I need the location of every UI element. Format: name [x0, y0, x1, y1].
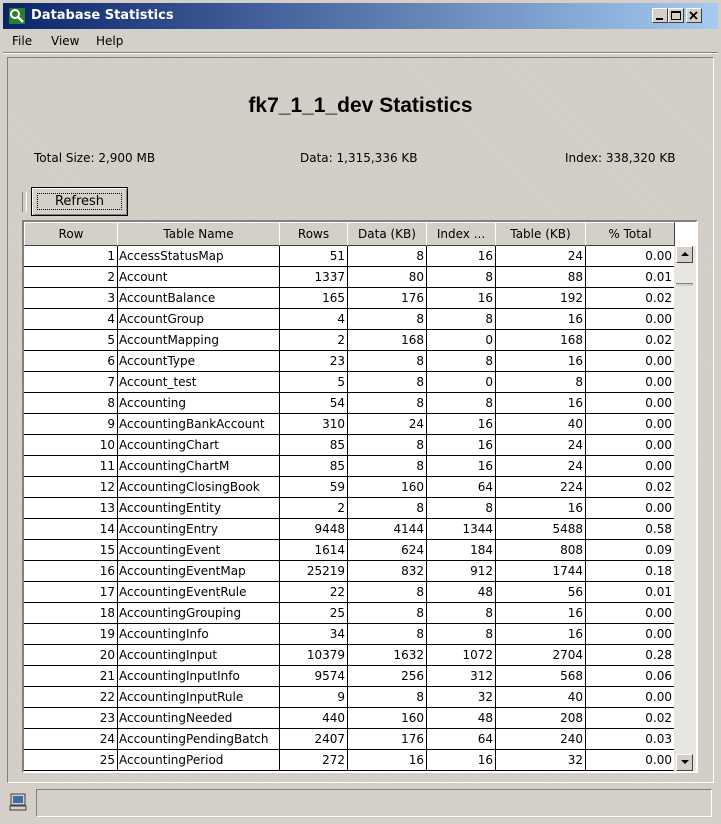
- cell-row-number: 25: [24, 750, 118, 771]
- cell-index-kb: 16: [426, 435, 496, 456]
- cell-rows: 85: [279, 456, 348, 477]
- table-row[interactable]: [24, 372, 674, 393]
- cell-table-name: AccountingEvent: [117, 540, 280, 561]
- window-title: Database Statistics: [31, 8, 174, 23]
- cell-index-kb: 8: [426, 267, 496, 288]
- refresh-button[interactable]: [31, 187, 128, 216]
- cell-table-kb: 88: [495, 267, 586, 288]
- cell-percent-total: 0.28: [585, 645, 675, 666]
- total-size-label: Total Size: 2,900 MB: [34, 151, 156, 165]
- cell-data-kb: 256: [347, 666, 427, 687]
- title-bar[interactable]: [3, 3, 718, 29]
- cell-row-number: 14: [24, 519, 118, 540]
- table-row[interactable]: [24, 645, 674, 666]
- cell-rows: 23: [279, 351, 348, 372]
- cell-table-kb: 8: [495, 372, 586, 393]
- cell-index-kb: 16: [426, 750, 496, 771]
- cell-index-kb: 184: [426, 540, 496, 561]
- cell-table-name: AccountingEntity: [117, 498, 280, 519]
- table-row[interactable]: [24, 624, 674, 645]
- cell-rows: 2: [279, 498, 348, 519]
- cell-index-kb: 8: [426, 624, 496, 645]
- cell-index-kb: 0: [426, 330, 496, 351]
- cell-rows: 25219: [279, 561, 348, 582]
- cell-index-kb: 1072: [426, 645, 496, 666]
- cell-row-number: 10: [24, 435, 118, 456]
- column-header-rows[interactable]: Rows: [279, 222, 348, 246]
- cell-rows: 1337: [279, 267, 348, 288]
- cell-index-kb: 32: [426, 687, 496, 708]
- table-row[interactable]: [24, 435, 674, 456]
- cell-table-kb: 224: [495, 477, 586, 498]
- menu-help[interactable]: Help: [96, 34, 124, 48]
- scroll-up-button[interactable]: [676, 246, 693, 263]
- cell-table-kb: 32: [495, 750, 586, 771]
- cell-index-kb: 16: [426, 288, 496, 309]
- table-row[interactable]: [24, 750, 674, 771]
- cell-row-number: 1: [24, 246, 118, 267]
- cell-index-kb: 8: [426, 351, 496, 372]
- cell-rows: 25: [279, 603, 348, 624]
- table-row[interactable]: [24, 561, 674, 582]
- table-row[interactable]: [24, 267, 674, 288]
- cell-row-number: 4: [24, 309, 118, 330]
- cell-data-kb: 176: [347, 288, 427, 309]
- cell-row-number: 19: [24, 624, 118, 645]
- cell-table-kb: 24: [495, 456, 586, 477]
- cell-row-number: 3: [24, 288, 118, 309]
- cell-rows: 440: [279, 708, 348, 729]
- cell-percent-total: 0.02: [585, 330, 675, 351]
- cell-table-kb: 16: [495, 351, 586, 372]
- cell-data-kb: 168: [347, 330, 427, 351]
- menu-bar: [3, 30, 718, 52]
- cell-index-kb: 8: [426, 603, 496, 624]
- data-size-label: Data: 1,315,336 KB: [300, 151, 418, 165]
- column-header-percent-total[interactable]: % Total: [585, 222, 675, 246]
- cell-rows: 54: [279, 393, 348, 414]
- cell-table-kb: 16: [495, 498, 586, 519]
- cell-row-number: 21: [24, 666, 118, 687]
- table-row[interactable]: [24, 582, 674, 603]
- cell-table-name: AccountMapping: [117, 330, 280, 351]
- cell-row-number: 16: [24, 561, 118, 582]
- cell-table-name: AccountGroup: [117, 309, 280, 330]
- cell-index-kb: 1344: [426, 519, 496, 540]
- cell-row-number: 12: [24, 477, 118, 498]
- cell-table-name: AccountingClosingBook: [117, 477, 280, 498]
- cell-table-name: AccountingChart: [117, 435, 280, 456]
- cell-table-kb: 56: [495, 582, 586, 603]
- cell-data-kb: 8: [347, 372, 427, 393]
- cell-index-kb: 48: [426, 582, 496, 603]
- cell-table-name: AccountingInputRule: [117, 687, 280, 708]
- cell-data-kb: 8: [347, 603, 427, 624]
- cell-table-name: AccountingEntry: [117, 519, 280, 540]
- cell-data-kb: 8: [347, 351, 427, 372]
- cell-percent-total: 0.00: [585, 246, 675, 267]
- cell-percent-total: 0.00: [585, 351, 675, 372]
- cell-table-kb: 1744: [495, 561, 586, 582]
- table-row[interactable]: [24, 540, 674, 561]
- cell-row-number: 18: [24, 603, 118, 624]
- cell-table-kb: 40: [495, 414, 586, 435]
- cell-percent-total: 0.00: [585, 750, 675, 771]
- cell-percent-total: 0.18: [585, 561, 675, 582]
- cell-percent-total: 0.02: [585, 708, 675, 729]
- statistics-table[interactable]: [22, 220, 698, 773]
- cell-row-number: 22: [24, 687, 118, 708]
- cell-data-kb: 8: [347, 687, 427, 708]
- maximize-button[interactable]: [668, 8, 684, 23]
- column-header-data-kb[interactable]: Data (KB): [347, 222, 427, 246]
- status-pane: [36, 789, 712, 817]
- cell-rows: 9448: [279, 519, 348, 540]
- cell-table-kb: 5488: [495, 519, 586, 540]
- refresh-label: Refresh: [54, 194, 105, 209]
- cell-table-name: AccountingInput: [117, 645, 280, 666]
- cell-data-kb: 8: [347, 393, 427, 414]
- table-row[interactable]: [24, 498, 674, 519]
- cell-percent-total: 0.00: [585, 309, 675, 330]
- cell-data-kb: 24: [347, 414, 427, 435]
- cell-data-kb: 8: [347, 624, 427, 645]
- cell-rows: 85: [279, 435, 348, 456]
- cell-row-number: 23: [24, 708, 118, 729]
- cell-row-number: 20: [24, 645, 118, 666]
- cell-data-kb: 832: [347, 561, 427, 582]
- cell-percent-total: 0.58: [585, 519, 675, 540]
- cell-data-kb: 160: [347, 708, 427, 729]
- table-row[interactable]: [24, 456, 674, 477]
- cell-rows: 165: [279, 288, 348, 309]
- column-header-row-number[interactable]: Row: [24, 222, 118, 246]
- cell-percent-total: 0.03: [585, 729, 675, 750]
- cell-data-kb: 624: [347, 540, 427, 561]
- cell-rows: 2407: [279, 729, 348, 750]
- cell-table-name: AccountingPeriod: [117, 750, 280, 771]
- table-row[interactable]: [24, 309, 674, 330]
- close-button[interactable]: [686, 8, 702, 23]
- menu-view[interactable]: View: [51, 34, 80, 48]
- cell-table-name: AccountingEventMap: [117, 561, 280, 582]
- cell-index-kb: 8: [426, 498, 496, 519]
- table-row[interactable]: [24, 246, 674, 267]
- cell-percent-total: 0.06: [585, 666, 675, 687]
- cell-table-name: Account: [117, 267, 280, 288]
- toolbar-grip: [22, 192, 27, 212]
- table-row[interactable]: [24, 729, 674, 750]
- cell-table-kb: 192: [495, 288, 586, 309]
- cell-percent-total: 0.00: [585, 603, 675, 624]
- cell-data-kb: 4144: [347, 519, 427, 540]
- cell-table-name: AccessStatusMap: [117, 246, 280, 267]
- cell-rows: 9: [279, 687, 348, 708]
- cell-table-name: AccountingGrouping: [117, 603, 280, 624]
- cell-rows: 2: [279, 330, 348, 351]
- cell-row-number: 24: [24, 729, 118, 750]
- vertical-scrollbar[interactable]: [674, 246, 696, 771]
- cell-table-name: AccountingChartM: [117, 456, 280, 477]
- cell-table-name: Account_test: [117, 372, 280, 393]
- cell-rows: 5: [279, 372, 348, 393]
- cell-percent-total: 0.00: [585, 414, 675, 435]
- cell-data-kb: 80: [347, 267, 427, 288]
- cell-percent-total: 0.00: [585, 372, 675, 393]
- cell-index-kb: 64: [426, 729, 496, 750]
- cell-row-number: 5: [24, 330, 118, 351]
- scroll-up-icon: [680, 251, 690, 257]
- app-icon: [9, 8, 25, 24]
- cell-row-number: 17: [24, 582, 118, 603]
- menu-separator: [3, 52, 718, 54]
- cell-data-kb: 8: [347, 246, 427, 267]
- cell-rows: 1614: [279, 540, 348, 561]
- cell-index-kb: 312: [426, 666, 496, 687]
- cell-index-kb: 0: [426, 372, 496, 393]
- scroll-down-icon: [680, 759, 690, 765]
- cell-table-kb: 240: [495, 729, 586, 750]
- cell-data-kb: 8: [347, 435, 427, 456]
- column-header-table-name[interactable]: Table Name: [117, 222, 280, 246]
- cell-row-number: 2: [24, 267, 118, 288]
- cell-row-number: 7: [24, 372, 118, 393]
- minimize-icon: [653, 9, 667, 22]
- cell-rows: 34: [279, 624, 348, 645]
- cell-row-number: 9: [24, 414, 118, 435]
- cell-data-kb: 176: [347, 729, 427, 750]
- cell-rows: 51: [279, 246, 348, 267]
- cell-table-kb: 16: [495, 624, 586, 645]
- cell-table-kb: 16: [495, 603, 586, 624]
- cell-table-kb: 16: [495, 309, 586, 330]
- page-title: fk7_1_1_dev Statistics: [248, 94, 473, 117]
- cell-row-number: 13: [24, 498, 118, 519]
- cell-table-name: AccountingBankAccount: [117, 414, 280, 435]
- column-header-index-kb[interactable]: Index ...: [426, 222, 496, 246]
- cell-percent-total: 0.00: [585, 498, 675, 519]
- cell-index-kb: 16: [426, 414, 496, 435]
- cell-table-name: AccountType: [117, 351, 280, 372]
- table-row[interactable]: [24, 288, 674, 309]
- cell-data-kb: 1632: [347, 645, 427, 666]
- scroll-thumb[interactable]: [676, 283, 693, 286]
- column-header-table-kb[interactable]: Table (KB): [495, 222, 586, 246]
- table-row[interactable]: [24, 477, 674, 498]
- cell-rows: 4: [279, 309, 348, 330]
- cell-rows: 59: [279, 477, 348, 498]
- cell-table-kb: 808: [495, 540, 586, 561]
- cell-table-kb: 24: [495, 435, 586, 456]
- index-size-label: Index: 338,320 KB: [565, 151, 676, 165]
- cell-data-kb: 160: [347, 477, 427, 498]
- minimize-button[interactable]: [652, 8, 668, 23]
- cell-table-name: AccountingNeeded: [117, 708, 280, 729]
- table-row[interactable]: [24, 414, 674, 435]
- cell-row-number: 15: [24, 540, 118, 561]
- cell-table-name: AccountingInputInfo: [117, 666, 280, 687]
- cell-table-name: AccountingEventRule: [117, 582, 280, 603]
- table-row[interactable]: [24, 330, 674, 351]
- scroll-down-button[interactable]: [676, 754, 693, 771]
- cell-rows: 9574: [279, 666, 348, 687]
- table-row[interactable]: [24, 351, 674, 372]
- maximize-icon: [669, 9, 683, 22]
- cell-percent-total: 0.01: [585, 267, 675, 288]
- cell-percent-total: 0.02: [585, 288, 675, 309]
- cell-index-kb: 64: [426, 477, 496, 498]
- cell-index-kb: 912: [426, 561, 496, 582]
- cell-percent-total: 0.00: [585, 687, 675, 708]
- cell-table-name: Accounting: [117, 393, 280, 414]
- cell-index-kb: 8: [426, 393, 496, 414]
- table-row[interactable]: [24, 519, 674, 540]
- cell-rows: 310: [279, 414, 348, 435]
- table-row[interactable]: [24, 708, 674, 729]
- cell-percent-total: 0.00: [585, 393, 675, 414]
- cell-table-name: AccountBalance: [117, 288, 280, 309]
- cell-index-kb: 48: [426, 708, 496, 729]
- cell-table-name: AccountingInfo: [117, 624, 280, 645]
- cell-table-kb: 208: [495, 708, 586, 729]
- cell-rows: 22: [279, 582, 348, 603]
- cell-table-kb: 568: [495, 666, 586, 687]
- cell-table-kb: 40: [495, 687, 586, 708]
- cell-index-kb: 16: [426, 456, 496, 477]
- cell-data-kb: 8: [347, 498, 427, 519]
- cell-table-kb: 16: [495, 393, 586, 414]
- cell-percent-total: 0.09: [585, 540, 675, 561]
- cell-data-kb: 8: [347, 456, 427, 477]
- computer-icon: [9, 793, 27, 811]
- cell-row-number: 6: [24, 351, 118, 372]
- table-row[interactable]: [24, 666, 674, 687]
- menu-file[interactable]: File: [12, 34, 33, 48]
- cell-table-name: AccountingPendingBatch: [117, 729, 280, 750]
- cell-table-kb: 2704: [495, 645, 586, 666]
- table-row[interactable]: [24, 393, 674, 414]
- cell-data-kb: 8: [347, 309, 427, 330]
- cell-percent-total: 0.01: [585, 582, 675, 603]
- cell-percent-total: 0.00: [585, 435, 675, 456]
- cell-data-kb: 8: [347, 582, 427, 603]
- close-icon: [687, 9, 701, 22]
- cell-rows: 272: [279, 750, 348, 771]
- cell-table-kb: 24: [495, 246, 586, 267]
- table-row[interactable]: [24, 687, 674, 708]
- cell-data-kb: 16: [347, 750, 427, 771]
- cell-index-kb: 16: [426, 246, 496, 267]
- cell-rows: 10379: [279, 645, 348, 666]
- table-row[interactable]: [24, 603, 674, 624]
- cell-table-kb: 168: [495, 330, 586, 351]
- cell-row-number: 11: [24, 456, 118, 477]
- cell-percent-total: 0.00: [585, 624, 675, 645]
- cell-index-kb: 8: [426, 309, 496, 330]
- cell-percent-total: 0.02: [585, 477, 675, 498]
- cell-row-number: 8: [24, 393, 118, 414]
- status-bar: [3, 786, 718, 821]
- cell-percent-total: 0.00: [585, 456, 675, 477]
